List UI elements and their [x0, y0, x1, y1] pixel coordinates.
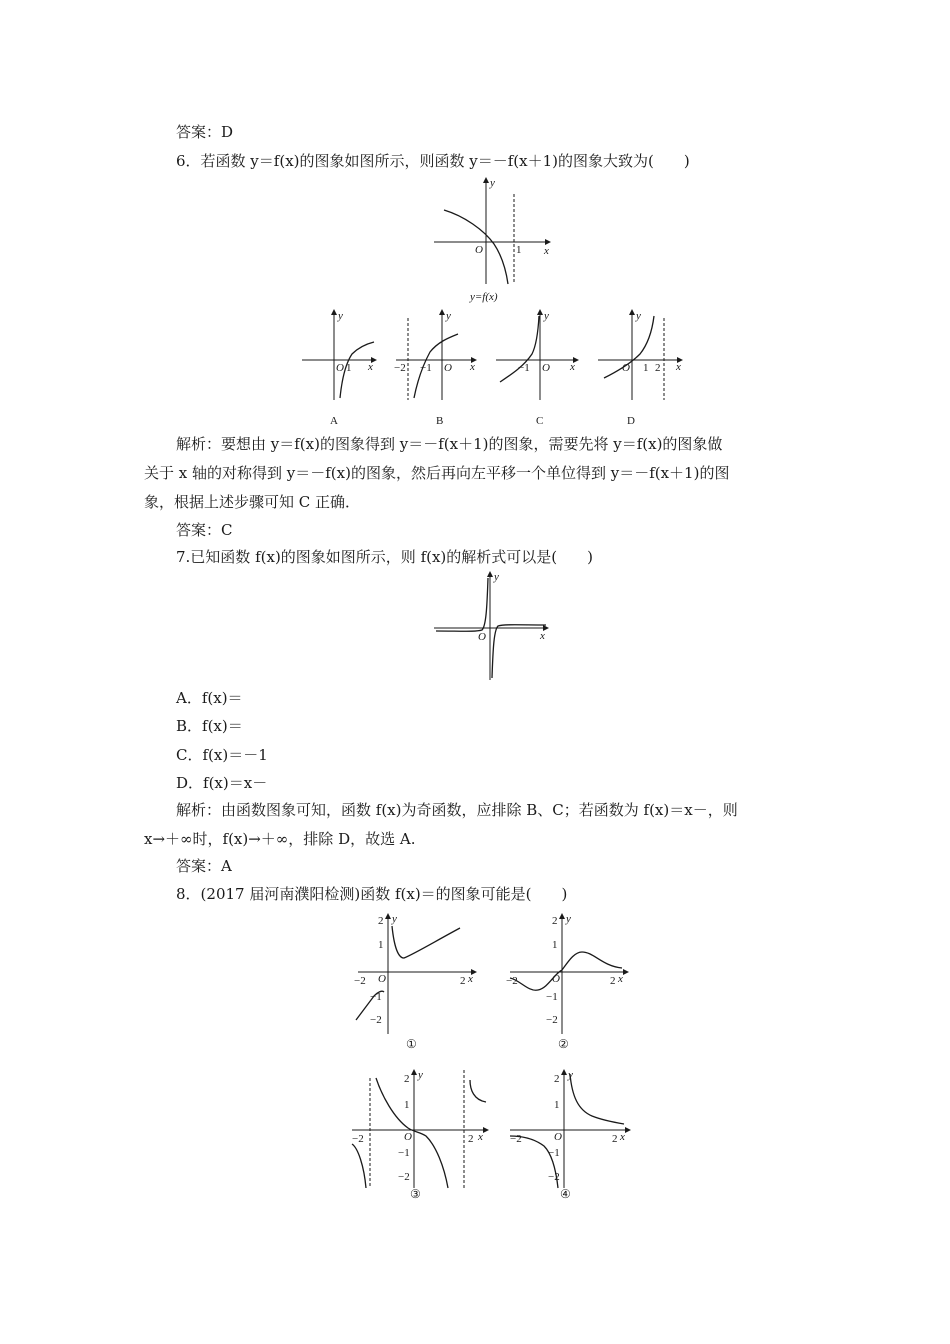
x-axis-label: x: [570, 361, 575, 373]
tick-label: −2: [398, 1171, 410, 1183]
tick-label: 2: [610, 975, 616, 987]
origin-label: O: [444, 362, 452, 374]
origin-label: O: [552, 973, 560, 985]
x-axis-label: x: [478, 1131, 483, 1143]
y-axis-label: y: [338, 310, 343, 322]
question-8: 8．(2017 届河南濮阳检测)函数 f(x)＝的图象可能是( ): [176, 885, 568, 903]
x-axis-label: x: [470, 361, 475, 373]
solution-7-line-1: 解析：由函数图象可知，函数 f(x)为奇函数，应排除 B、C；若函数为 f(x)＝x－，则: [176, 801, 738, 819]
tick-label: 1: [554, 1099, 560, 1111]
tick-label: 2: [655, 362, 661, 374]
answer-6: 答案：C: [176, 521, 233, 539]
x-axis-label: x: [540, 630, 545, 642]
tick-label: 1: [404, 1099, 410, 1111]
figure-8-graph-4: [508, 1066, 636, 1200]
solution-6-line-3: 象，根据上述步骤可知 C 正确．: [144, 493, 361, 511]
origin-label: O: [404, 1131, 412, 1143]
y-axis-label: y: [566, 913, 571, 925]
figure-6-option-b: [394, 308, 484, 430]
x-axis-label: x: [544, 245, 549, 257]
solution-6-line-1: 解析：要想由 y＝f(x)的图象得到 y＝－f(x＋1)的图象，需要先将 y＝f(x)的图象做: [176, 435, 723, 453]
tick-label: 1: [516, 244, 522, 256]
answer-5: 答案：D: [176, 123, 234, 141]
tick-label: 2: [378, 915, 384, 927]
tick-label: −2: [506, 975, 518, 987]
y-axis-label: y: [418, 1069, 423, 1081]
tick-label: −2: [548, 1171, 560, 1183]
solution-6-line-2: 关于 x 轴的对称得到 y＝－f(x)的图象，然后再向左平移一个单位得到 y＝－f(x＋1)的图: [144, 464, 730, 482]
tick-label: 2: [460, 975, 466, 987]
figure-8-graph-1: [354, 910, 484, 1054]
graph-label: ①: [406, 1037, 417, 1051]
figure-8-graph-3: [348, 1066, 498, 1200]
tick-label: 2: [612, 1133, 618, 1145]
x-axis-label: x: [618, 973, 623, 985]
y-axis-label: y: [490, 177, 495, 189]
option-label-a: A: [330, 415, 338, 427]
option-label-b: B: [436, 415, 444, 427]
tick-label: −1: [546, 991, 558, 1003]
tick-label: 1: [552, 939, 558, 951]
x-axis-label: x: [468, 973, 473, 985]
y-axis-label: y: [544, 310, 549, 322]
graph-label: ②: [558, 1037, 569, 1051]
question-7: 7.已知函数 f(x)的图象如图所示，则 f(x)的解析式可以是( ): [176, 548, 593, 566]
figure-6-option-c: [494, 308, 584, 430]
tick-label: −1: [370, 991, 382, 1003]
tick-label: −2: [510, 1133, 522, 1145]
figure-6-option-d: [596, 308, 690, 430]
tick-label: −1: [420, 362, 432, 374]
tick-label: 2: [554, 1073, 560, 1085]
origin-label: O: [554, 1131, 562, 1143]
tick-label: 1: [346, 362, 352, 374]
tick-label: −2: [394, 362, 406, 374]
y-axis-label: y: [392, 913, 397, 925]
y-axis-label: y: [636, 310, 641, 322]
figure-6-option-a: [300, 308, 380, 430]
tick-label: 2: [552, 915, 558, 927]
origin-label: O: [542, 362, 550, 374]
tick-label: −2: [370, 1014, 382, 1026]
tick-label: 2: [404, 1073, 410, 1085]
origin-label: O: [478, 631, 486, 643]
tick-label: −1: [518, 362, 530, 374]
origin-label: O: [378, 973, 386, 985]
tick-label: −1: [548, 1147, 560, 1159]
y-axis-label: y: [494, 571, 499, 583]
y-axis-label: y: [568, 1069, 573, 1081]
option-label-d: D: [627, 415, 635, 427]
tick-label: −2: [354, 975, 366, 987]
figure-8-graph-2: [506, 910, 636, 1054]
question-6: 6．若函数 y＝f(x)的图象如图所示，则函数 y＝－f(x＋1)的图象大致为( ): [176, 152, 690, 170]
x-axis-label: x: [368, 361, 373, 373]
option-7-a: A．f(x)＝: [176, 689, 243, 707]
tick-label: −1: [398, 1147, 410, 1159]
option-label-c: C: [536, 415, 544, 427]
x-axis-label: x: [676, 361, 681, 373]
figure-7-graph: [430, 568, 560, 682]
option-7-b: B．f(x)＝: [176, 717, 243, 735]
figure-6-main-graph: [430, 172, 560, 304]
option-7-d: D．f(x)＝x－: [176, 774, 268, 792]
option-7-c: C．f(x)＝－1: [176, 746, 268, 764]
tick-label: −2: [546, 1014, 558, 1026]
y-axis-label: y: [446, 310, 451, 322]
graph-label: ④: [560, 1187, 571, 1201]
graph-label: ③: [410, 1187, 421, 1201]
tick-label: 2: [468, 1133, 474, 1145]
answer-7: 答案：A: [176, 857, 232, 875]
tick-label: −2: [352, 1133, 364, 1145]
x-axis-label: x: [620, 1131, 625, 1143]
solution-7-line-2: x→＋∞时，f(x)→＋∞，排除 D，故选 A.: [144, 830, 416, 848]
origin-label: O: [336, 362, 344, 374]
tick-label: 1: [643, 362, 649, 374]
tick-label: 1: [378, 939, 384, 951]
origin-label: O: [622, 362, 630, 374]
origin-label: O: [475, 244, 483, 256]
graph-caption: y=f(x): [470, 291, 498, 303]
